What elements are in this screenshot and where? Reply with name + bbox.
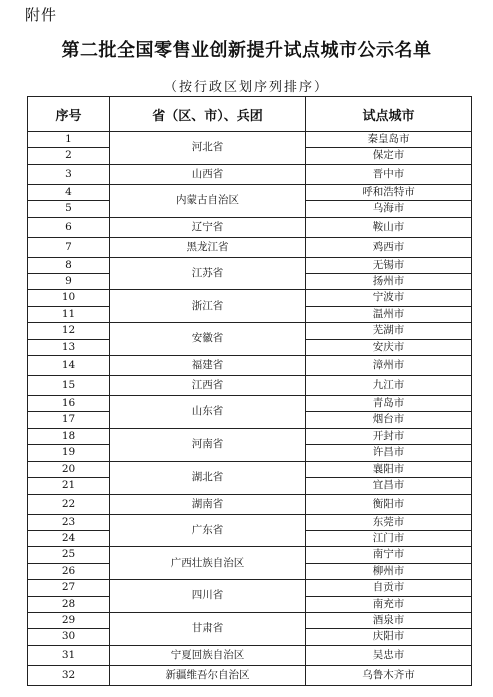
city-cell: 开封市 — [306, 428, 472, 444]
city-cell: 鸡西市 — [306, 237, 472, 257]
table-header-row — [28, 97, 472, 132]
table-row — [28, 132, 472, 148]
table-row — [28, 494, 472, 514]
row-number-cell: 6 — [28, 217, 110, 237]
row-number-cell: 22 — [28, 494, 110, 514]
row-number-cell: 9 — [28, 274, 110, 290]
row-number-cell: 2 — [28, 148, 110, 164]
province-cell: 福建省 — [110, 356, 306, 376]
row-number-cell: 4 — [28, 184, 110, 200]
table-row — [28, 164, 472, 184]
city-cell: 秦皇岛市 — [306, 132, 472, 148]
row-number-cell: 25 — [28, 547, 110, 563]
row-number-cell: 23 — [28, 514, 110, 530]
table-row — [28, 356, 472, 376]
row-number-cell: 5 — [28, 201, 110, 217]
column-header-province: 省（区、市）、兵团 — [110, 97, 306, 132]
city-cell: 衡阳市 — [306, 494, 472, 514]
table-row — [28, 461, 472, 477]
city-cell: 鞍山市 — [306, 217, 472, 237]
city-cell: 许昌市 — [306, 445, 472, 461]
row-number-cell: 11 — [28, 306, 110, 322]
row-number-cell: 8 — [28, 257, 110, 273]
province-cell: 河北省 — [110, 132, 306, 165]
table-row — [28, 547, 472, 563]
table-row — [28, 428, 472, 444]
city-cell: 东莞市 — [306, 514, 472, 530]
table-row — [28, 376, 472, 396]
row-number-cell: 28 — [28, 596, 110, 612]
table-body — [28, 132, 472, 686]
province-cell: 新疆维吾尔自治区 — [110, 665, 306, 685]
column-header-number: 序号 — [28, 97, 110, 132]
city-cell: 扬州市 — [306, 274, 472, 290]
province-cell: 安徽省 — [110, 323, 306, 356]
province-cell: 广西壮族自治区 — [110, 547, 306, 580]
row-number-cell: 32 — [28, 665, 110, 685]
province-cell: 内蒙古自治区 — [110, 184, 306, 217]
city-cell: 九江市 — [306, 376, 472, 396]
city-cell: 襄阳市 — [306, 461, 472, 477]
province-cell: 河南省 — [110, 428, 306, 461]
table-row — [28, 257, 472, 273]
city-cell: 宜昌市 — [306, 478, 472, 494]
province-cell: 四川省 — [110, 580, 306, 613]
table-row — [28, 645, 472, 665]
row-number-cell: 7 — [28, 237, 110, 257]
table-row — [28, 612, 472, 628]
city-cell: 江门市 — [306, 530, 472, 546]
pilot-city-table — [27, 96, 472, 686]
table-row — [28, 580, 472, 596]
province-cell: 湖南省 — [110, 494, 306, 514]
row-number-cell: 27 — [28, 580, 110, 596]
city-cell: 乌海市 — [306, 201, 472, 217]
row-number-cell: 29 — [28, 612, 110, 628]
province-cell: 江西省 — [110, 376, 306, 396]
province-cell: 山西省 — [110, 164, 306, 184]
row-number-cell: 31 — [28, 645, 110, 665]
city-cell: 酒泉市 — [306, 612, 472, 628]
city-cell: 青岛市 — [306, 396, 472, 412]
table-row — [28, 290, 472, 306]
table-row — [28, 237, 472, 257]
row-number-cell: 19 — [28, 445, 110, 461]
row-number-cell: 26 — [28, 563, 110, 579]
city-cell: 呼和浩特市 — [306, 184, 472, 200]
city-cell: 南宁市 — [306, 547, 472, 563]
province-cell: 宁夏回族自治区 — [110, 645, 306, 665]
row-number-cell: 1 — [28, 132, 110, 148]
province-cell: 黑龙江省 — [110, 237, 306, 257]
table-row — [28, 665, 472, 685]
row-number-cell: 18 — [28, 428, 110, 444]
column-header-city: 试点城市 — [306, 97, 472, 132]
table-row — [28, 396, 472, 412]
row-number-cell: 30 — [28, 629, 110, 645]
row-number-cell: 17 — [28, 412, 110, 428]
province-cell: 江苏省 — [110, 257, 306, 290]
row-number-cell: 24 — [28, 530, 110, 546]
row-number-cell: 15 — [28, 376, 110, 396]
city-cell: 吴忠市 — [306, 645, 472, 665]
table-row — [28, 217, 472, 237]
city-cell: 南充市 — [306, 596, 472, 612]
document-title: 第二批全国零售业创新提升试点城市公示名单 — [61, 40, 432, 61]
city-cell: 烟台市 — [306, 412, 472, 428]
row-number-cell: 13 — [28, 339, 110, 355]
row-number-cell: 20 — [28, 461, 110, 477]
province-cell: 辽宁省 — [110, 217, 306, 237]
city-cell: 宁波市 — [306, 290, 472, 306]
province-cell: 湖北省 — [110, 461, 306, 494]
table-row — [28, 184, 472, 200]
row-number-cell: 10 — [28, 290, 110, 306]
document-subtitle: （按行政区划序列排序） — [163, 80, 329, 95]
city-cell: 温州市 — [306, 306, 472, 322]
city-cell: 漳州市 — [306, 356, 472, 376]
attachment-label: 附件 — [25, 6, 58, 24]
row-number-cell: 21 — [28, 478, 110, 494]
city-cell: 柳州市 — [306, 563, 472, 579]
city-cell: 无锡市 — [306, 257, 472, 273]
province-cell: 浙江省 — [110, 290, 306, 323]
city-cell: 晋中市 — [306, 164, 472, 184]
row-number-cell: 3 — [28, 164, 110, 184]
city-cell: 安庆市 — [306, 339, 472, 355]
row-number-cell: 14 — [28, 356, 110, 376]
city-cell: 乌鲁木齐市 — [306, 665, 472, 685]
city-cell: 自贡市 — [306, 580, 472, 596]
table-row — [28, 514, 472, 530]
table-row — [28, 323, 472, 339]
province-cell: 山东省 — [110, 396, 306, 429]
city-cell: 芜湖市 — [306, 323, 472, 339]
province-cell: 甘肃省 — [110, 612, 306, 645]
city-cell: 庆阳市 — [306, 629, 472, 645]
row-number-cell: 12 — [28, 323, 110, 339]
row-number-cell: 16 — [28, 396, 110, 412]
province-cell: 广东省 — [110, 514, 306, 547]
city-cell: 保定市 — [306, 148, 472, 164]
